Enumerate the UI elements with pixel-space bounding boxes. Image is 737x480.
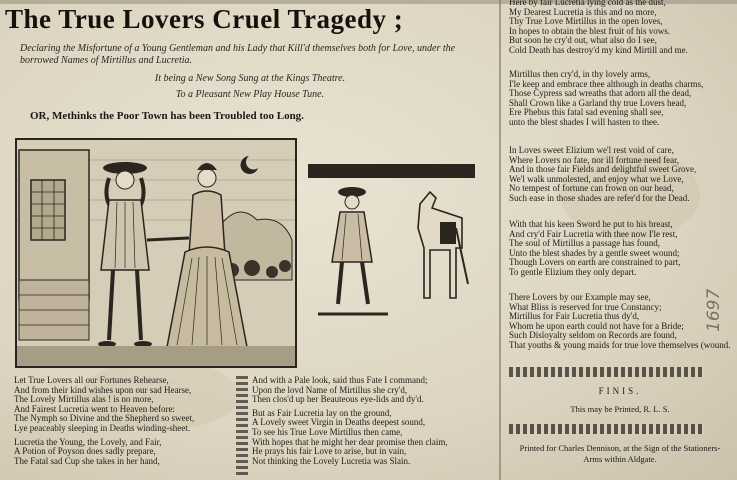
- page-title: The True Lovers Cruel Tragedy ;: [5, 4, 404, 34]
- verse-line: Shall Crown like a Garland thy true Lovers head,: [509, 98, 687, 108]
- verse-line: And cry'd Fair Lucretia with thee now I'le rest,: [509, 229, 678, 239]
- verse-stanza-4: [509, 220, 704, 278]
- subtitle: Declaring the Misfortune of a Young Gentleman and his Lady that Kill'd themselves both for Love, under the borrowed Names of Mirtillus and Lucretia.: [20, 43, 456, 66]
- verse-line: Mirtillus then cry'd, in thy lovely arms,: [509, 70, 651, 79]
- verse-line: In hopes to obtain the blest fruit of his vows.: [509, 26, 670, 36]
- verse-line: Where Lovers no fate, nor ill fortune need fear,: [509, 155, 680, 165]
- handwritten-date: 1697: [704, 288, 724, 332]
- verse-line: But as Fair Lucretia lay on the ground,: [252, 408, 392, 418]
- verse-line: The soul of Mirtillus a passage has found,: [509, 239, 660, 249]
- verse-line: Thy True Love Mirtillus in the open loves,: [509, 17, 663, 27]
- verse-line: Lye peaceably sleeping in Deaths winding-sheet.: [14, 423, 190, 433]
- verse-line: Those Cypress sad wreaths that adorn all the dead,: [509, 89, 692, 99]
- verse-line: In Loves sweet Elizium we'l rest void of care,: [509, 146, 674, 155]
- verse-line: Here by fair Lucretia lying cold as the dust,: [509, 0, 666, 7]
- verse-line: With hopes that he might her dear promise then claim,: [252, 437, 448, 447]
- verse-line: And Fairest Lucretia went to Heaven before:: [14, 404, 175, 414]
- woodcut-couple-drawing: [17, 140, 295, 366]
- tune-line-2: To a Pleasant New Play House Tune.: [175, 89, 325, 100]
- verse-line: The Lovely Mirtillus alas ! is no more,: [14, 395, 154, 405]
- ornament-row-bottom: [509, 424, 704, 434]
- woodcut-rider-horse-drawing: [308, 164, 475, 322]
- verse-line: To gentle Elizium they only depart.: [509, 267, 637, 277]
- woodcut-couple: [15, 138, 297, 368]
- license-line: This may be Printed, R. L. S.: [570, 404, 670, 414]
- verse-line: My Dearest Lucretia is this and no more,: [509, 7, 657, 17]
- verse-stanza-2: [509, 70, 731, 128]
- verse-line: Mirtillus for Fair Lucretia thus dy'd,: [509, 312, 640, 322]
- verse-line: But soon he cry'd out, what also do I see,: [509, 36, 657, 46]
- verse-line: Such ease in those shades are refer'd for the Dead.: [509, 193, 690, 203]
- tune-line-1: It being a New Song Sung at the Kings Theatre.: [154, 73, 346, 84]
- verse-stanza-1: [509, 0, 709, 56]
- verse-line: Ere Phebus this fatal sad evening shall see,: [509, 108, 664, 118]
- verse-line: Unto the blest shades by a gentle sweet wound;: [509, 248, 680, 258]
- verse-line: And with a Pale look, said thus Fate I command;: [252, 376, 428, 385]
- verse-line: With that his keen Sword he put to his breast,: [509, 220, 673, 229]
- verse-line: Not thinking the Lovely Lucretia was Slain.: [252, 456, 411, 466]
- verse-line: And from their kind wishes upon our sad Hearse,: [14, 385, 192, 395]
- verse-column-middle: [252, 376, 496, 466]
- verse-line: He prays his fair Love to arise, but in vain,: [252, 447, 407, 457]
- verse-line: Whom he upon earth could not have for a Bride;: [509, 321, 684, 331]
- imprint-line-2: Arms within Aldgate.: [583, 454, 657, 464]
- verse-line: There Lovers by our Example may see,: [509, 293, 651, 302]
- verse-line: That youths & young maids for true love themselves (wound.: [509, 340, 731, 350]
- verse-line: A Lovely sweet Virgin in Deaths deepest sound,: [252, 418, 426, 428]
- verse-line: Lucretia the Young, the Lovely, and Fair,: [14, 437, 162, 447]
- ornament-column: [236, 376, 248, 476]
- verse-line: I'le keep and embrace thee although in deaths charms,: [509, 79, 704, 89]
- verse-line: Though Lovers on earth are constrained to part,: [509, 258, 681, 268]
- column-divider: [499, 0, 501, 480]
- verse-line: Let True Lovers all our Fortunes Rehearse,: [14, 376, 169, 385]
- alternate-title: OR, Methinks the Poor Town has been Troubled too Long.: [30, 110, 304, 122]
- verse-line: Then clos'd up her Beauteous eye-lids and dy'd.: [252, 395, 424, 405]
- imprint-line-1: Printed for Charles Dennison, at the Sign of the Stationers-: [519, 443, 721, 453]
- verse-line: We'l walk unmolested, and enjoy what we Love,: [509, 174, 684, 184]
- verse-line: A Potion of Poyson does sadly prepare,: [14, 447, 156, 457]
- verse-line: What Bliss is reserved for true Constancy;: [509, 302, 662, 312]
- verse-stanza-3: [509, 146, 731, 204]
- verse-line: Such Disloyalty seldom on Records are found,: [509, 331, 677, 341]
- verse-line: No tempest of fortune can frown on our head,: [509, 184, 674, 194]
- ornament-row-top: [509, 367, 704, 377]
- verse-line: Upon the lovd Name of Mirtillus she cry'd,: [252, 385, 408, 395]
- woodcut-rider-horse: [308, 164, 475, 322]
- finis-label: FINIS.: [598, 386, 642, 396]
- verse-line: Cold Death has destroy'd my kind Mirtill and me.: [509, 45, 688, 55]
- verse-line: unto the blest shades I will hasten to thee.: [509, 117, 660, 127]
- verse-line: The Nymph so Divine and the Shepherd so sweet,: [14, 414, 195, 424]
- verse-line: And in those fair Fields and delightful sweet Grove,: [509, 165, 697, 175]
- verse-line: The Fatal sad Cup she takes in her hand,: [14, 456, 160, 466]
- verse-column-left: [14, 376, 232, 466]
- verse-stanza-5: [509, 293, 733, 351]
- verse-line: To see his True Love Mirtillus then came,: [252, 427, 403, 437]
